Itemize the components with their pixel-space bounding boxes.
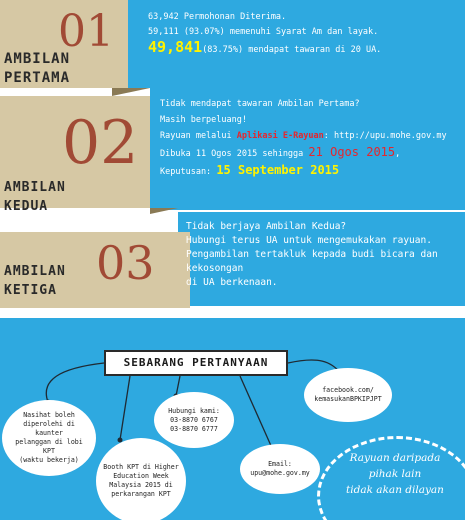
section2-number: 02: [62, 108, 139, 178]
connector-4: [240, 376, 272, 448]
section2-text: Tidak mendapat tawaran Ambilan Pertama? Masih berpeluang! Rayuan melalui Aplikasi E-Rayuan: http://upu.mohe.gov.my Dibuka 11 Ogos 2015 sehingga 21 Ogos 2015, Keputusan: 15 September 2015: [160, 99, 447, 177]
e-rayuan-app-label: Aplikasi E-Rayuan: [236, 131, 324, 141]
bubble-counter-advice: Nasihat boleh diperolehi di kaunter pelanggan di lobi KPT (waktu bekerja): [2, 400, 96, 476]
section1-title: AMBILAN PERTAMA: [4, 51, 71, 86]
section1-text: 63,942 Permohonan Diterima. 59,111 (93.07%) memenuhi Syarat Am dan layak. 49,841(83.75%) mendapat tawaran di 20 UA.: [148, 12, 382, 56]
bubble-booth: Booth KPT di Higher Education Week Malaysia 2015 di perkarangan KPT: [96, 438, 186, 520]
upu-url[interactable]: : http://upu.mohe.gov.my: [323, 131, 447, 141]
section1-number: 01: [58, 6, 114, 57]
closing-date: 21 Ogos 2015: [308, 145, 396, 159]
connector-1: [46, 363, 104, 402]
enquiries-title: SEBARANG PERTANYAAN: [123, 356, 269, 369]
bubble-phone: Hubungi kami: 03-8870 6767 03-8870 6777: [154, 392, 234, 448]
section2-title: AMBILAN KEDUA: [4, 180, 66, 214]
email-link[interactable]: upu@mohe.gov.my: [250, 469, 310, 477]
notice-text: Rayuan daripada pihak lain tidak akan dilayan: [346, 452, 444, 496]
section3-text: Tidak berjaya Ambilan Kedua? Hubungi terus UA untuk mengemukakan rayuan. Pengambilan tertakluk kepada budi bicara dan kekosongan di UA berkenaan.: [186, 221, 438, 288]
section3-title: AMBILAN KETIGA: [4, 264, 66, 298]
result-date: 15 September 2015: [216, 163, 340, 177]
offers-count: 49,841: [148, 38, 203, 56]
bubble-email: Email: upu@mohe.gov.my: [240, 444, 320, 494]
bubble-facebook: facebook.com/ kemasukanBPKIPJPT: [304, 368, 392, 422]
connector-2: [120, 376, 130, 440]
section3-number: 03: [96, 236, 155, 290]
enquiries-banner: [104, 350, 288, 376]
